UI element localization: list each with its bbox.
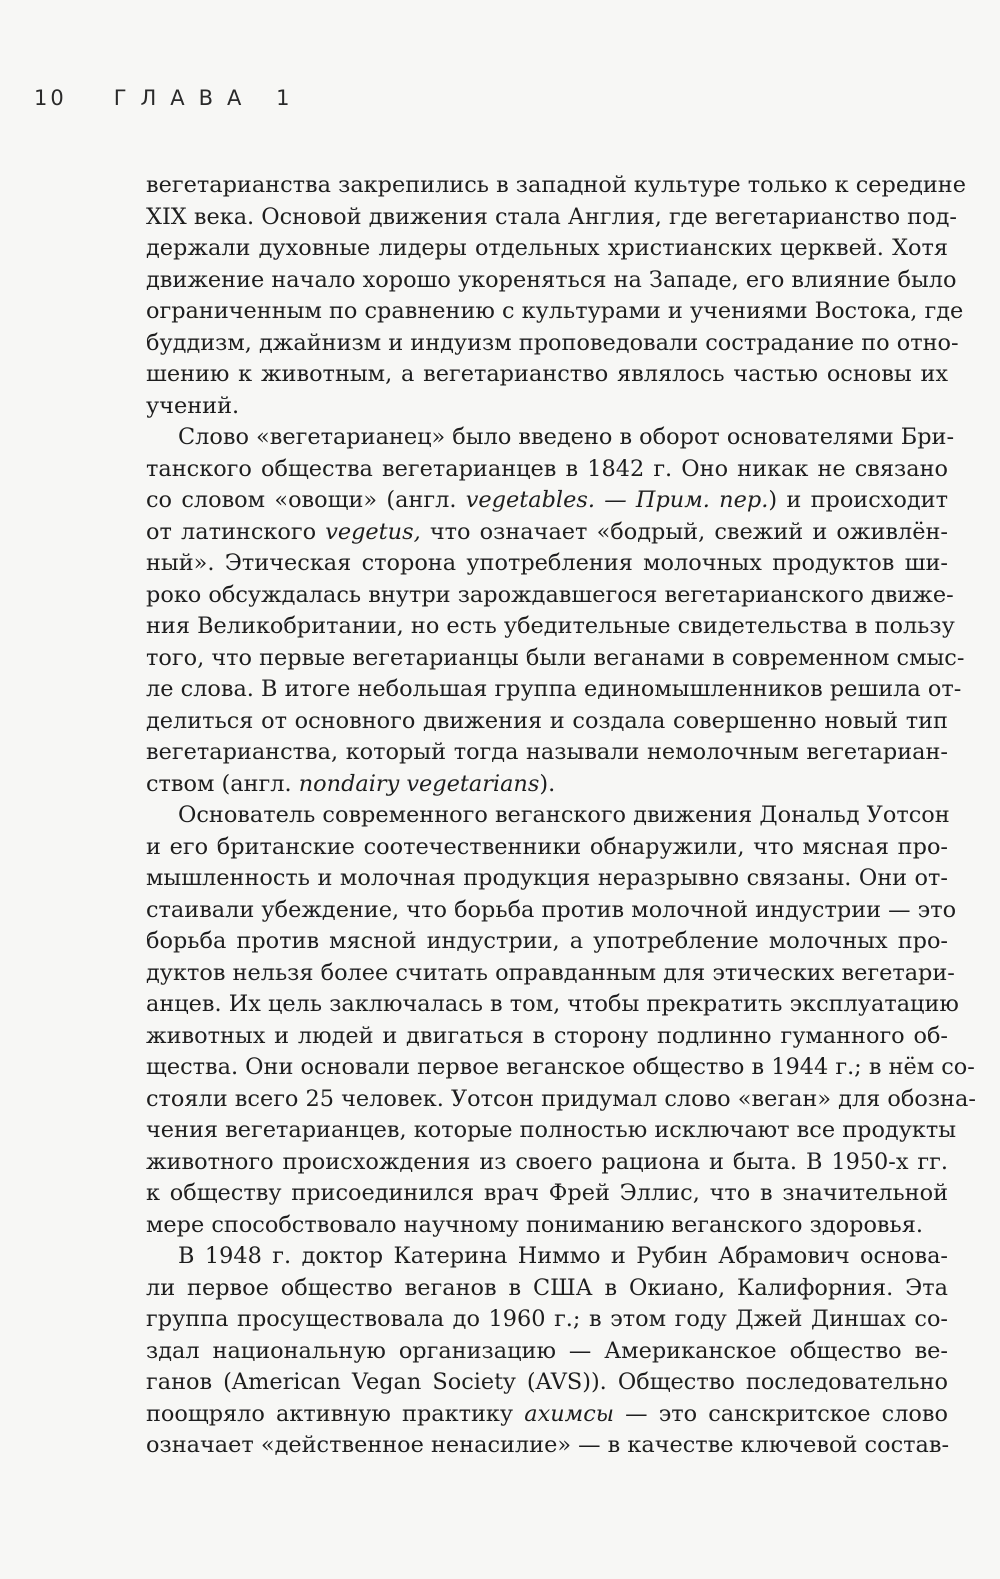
body-text — [146, 170, 976, 1462]
text-line: чения вегетарианцев, которые полностью исключают все продукты — [146, 1117, 957, 1143]
text-line: анцев. Их цель заключалась в том, чтобы прекратить эксплуатацию — [146, 991, 959, 1017]
paragraph — [146, 1241, 948, 1462]
text-line: со словом «овощи» (англ. vegetables. — Прим. пер.) и происходит — [146, 487, 948, 513]
text-line: ния Великобритании, но есть убедительные свидетельства в пользу — [146, 613, 955, 639]
paragraph — [146, 422, 965, 800]
text-line: движение начало хорошо укореняться на Западе, его влияние было — [146, 266, 957, 293]
text-line: борьба против мясной индустрии, а употребление молочных про- — [146, 928, 948, 954]
text-line: ли первое общество веганов в США в Окиано, Калифорния. Эта — [146, 1274, 948, 1301]
text-line: танского общества вегетарианцев в 1842 г. Оно никак не связано — [146, 455, 948, 482]
text-line: держали духовные лидеры отдельных христианских церквей. Хотя — [146, 235, 948, 261]
text-line: мере способствовало научному пониманию веганского здоровья. — [146, 1211, 923, 1238]
text-line: означает «действенное ненасилие» — в качестве ключевой состав- — [146, 1432, 950, 1458]
text-line: здал национальную организацию — Американское общество ве- — [146, 1337, 948, 1364]
text-line: ганов (American Vegan Society (AVS)). Общество последовательно — [146, 1369, 948, 1395]
paragraph — [146, 800, 976, 1241]
text-line: делиться от основного движения и создала совершенно новый тип — [146, 707, 948, 734]
text-line: к обществу присоединился врач Фрей Эллис, что в значительной — [146, 1180, 948, 1206]
paragraph — [146, 170, 966, 422]
text-line: ством (англ. nondairy vegetarians). — [146, 770, 556, 797]
text-line: того, что первые вегетарианцы были веганами в современном смыс- — [146, 644, 965, 671]
text-line: вегетарианства, который тогда называли немолочным вегетариан- — [146, 739, 948, 765]
text-line: ограниченным по сравнению с культурами и учениями Востока, где — [146, 298, 964, 324]
text-line: вегетарианства закрепились в западной культуре только к середине — [146, 172, 966, 198]
running-header — [34, 86, 303, 110]
text-line: щества. Они основали первое веганское общество в 1944 г.; в нём со- — [146, 1054, 975, 1080]
text-line: Слово «вегетарианец» было введено в оборот основателями Бри- — [178, 424, 955, 450]
text-line: мышленность и молочная продукция неразрывно связаны. Они от- — [146, 865, 948, 891]
text-line: ный». Этическая сторона употребления молочных продуктов ши- — [146, 550, 948, 576]
text-line: от латинского vegetus, что означает «бодрый, свежий и оживлён- — [146, 518, 948, 545]
chapter-title: ГЛАВА 1 — [113, 86, 304, 110]
text-line: В 1948 г. доктор Катерина Ниммо и Рубин Абрамович основа- — [178, 1243, 948, 1269]
text-line: поощряло активную практику ахимсы — это санскритское слово — [146, 1400, 948, 1427]
text-line: Основатель современного веганского движения Дональд Уотсон — [178, 802, 950, 828]
text-line: учений. — [146, 392, 240, 419]
text-line: роко обсуждалась внутри зарождавшегося вегетарианского движе- — [146, 581, 954, 608]
text-line: и его британские соотечественники обнаружили, что мясная про- — [146, 833, 948, 860]
text-line: шению к животным, а вегетарианство являлось частью основы их — [146, 361, 948, 387]
text-line: ле слова. В итоге небольшая группа единомышленников решила от- — [146, 676, 962, 702]
text-line: животного происхождения из своего рациона и быта. В 1950-х гг. — [146, 1148, 948, 1175]
text-line: стаивали убеждение, что борьба против молочной индустрии — это — [146, 896, 957, 923]
text-line: буддизм, джайнизм и индуизм проповедовали сострадание по отно- — [146, 329, 959, 356]
text-line: стояли всего 25 человек. Уотсон придумал слово «веган» для обозна- — [146, 1085, 976, 1112]
text-line: XIX века. Основой движения стала Англия, где вегетарианство под- — [146, 203, 957, 230]
text-line: дуктов нельзя более считать оправданным для этических вегетари- — [146, 959, 955, 986]
text-line: животных и людей и двигаться в сторону подлинно гуманного об- — [146, 1022, 948, 1049]
text-line: группа просуществовала до 1960 г.; в этом году Джей Диншах со- — [146, 1306, 948, 1332]
page-number: 10 — [34, 86, 67, 110]
